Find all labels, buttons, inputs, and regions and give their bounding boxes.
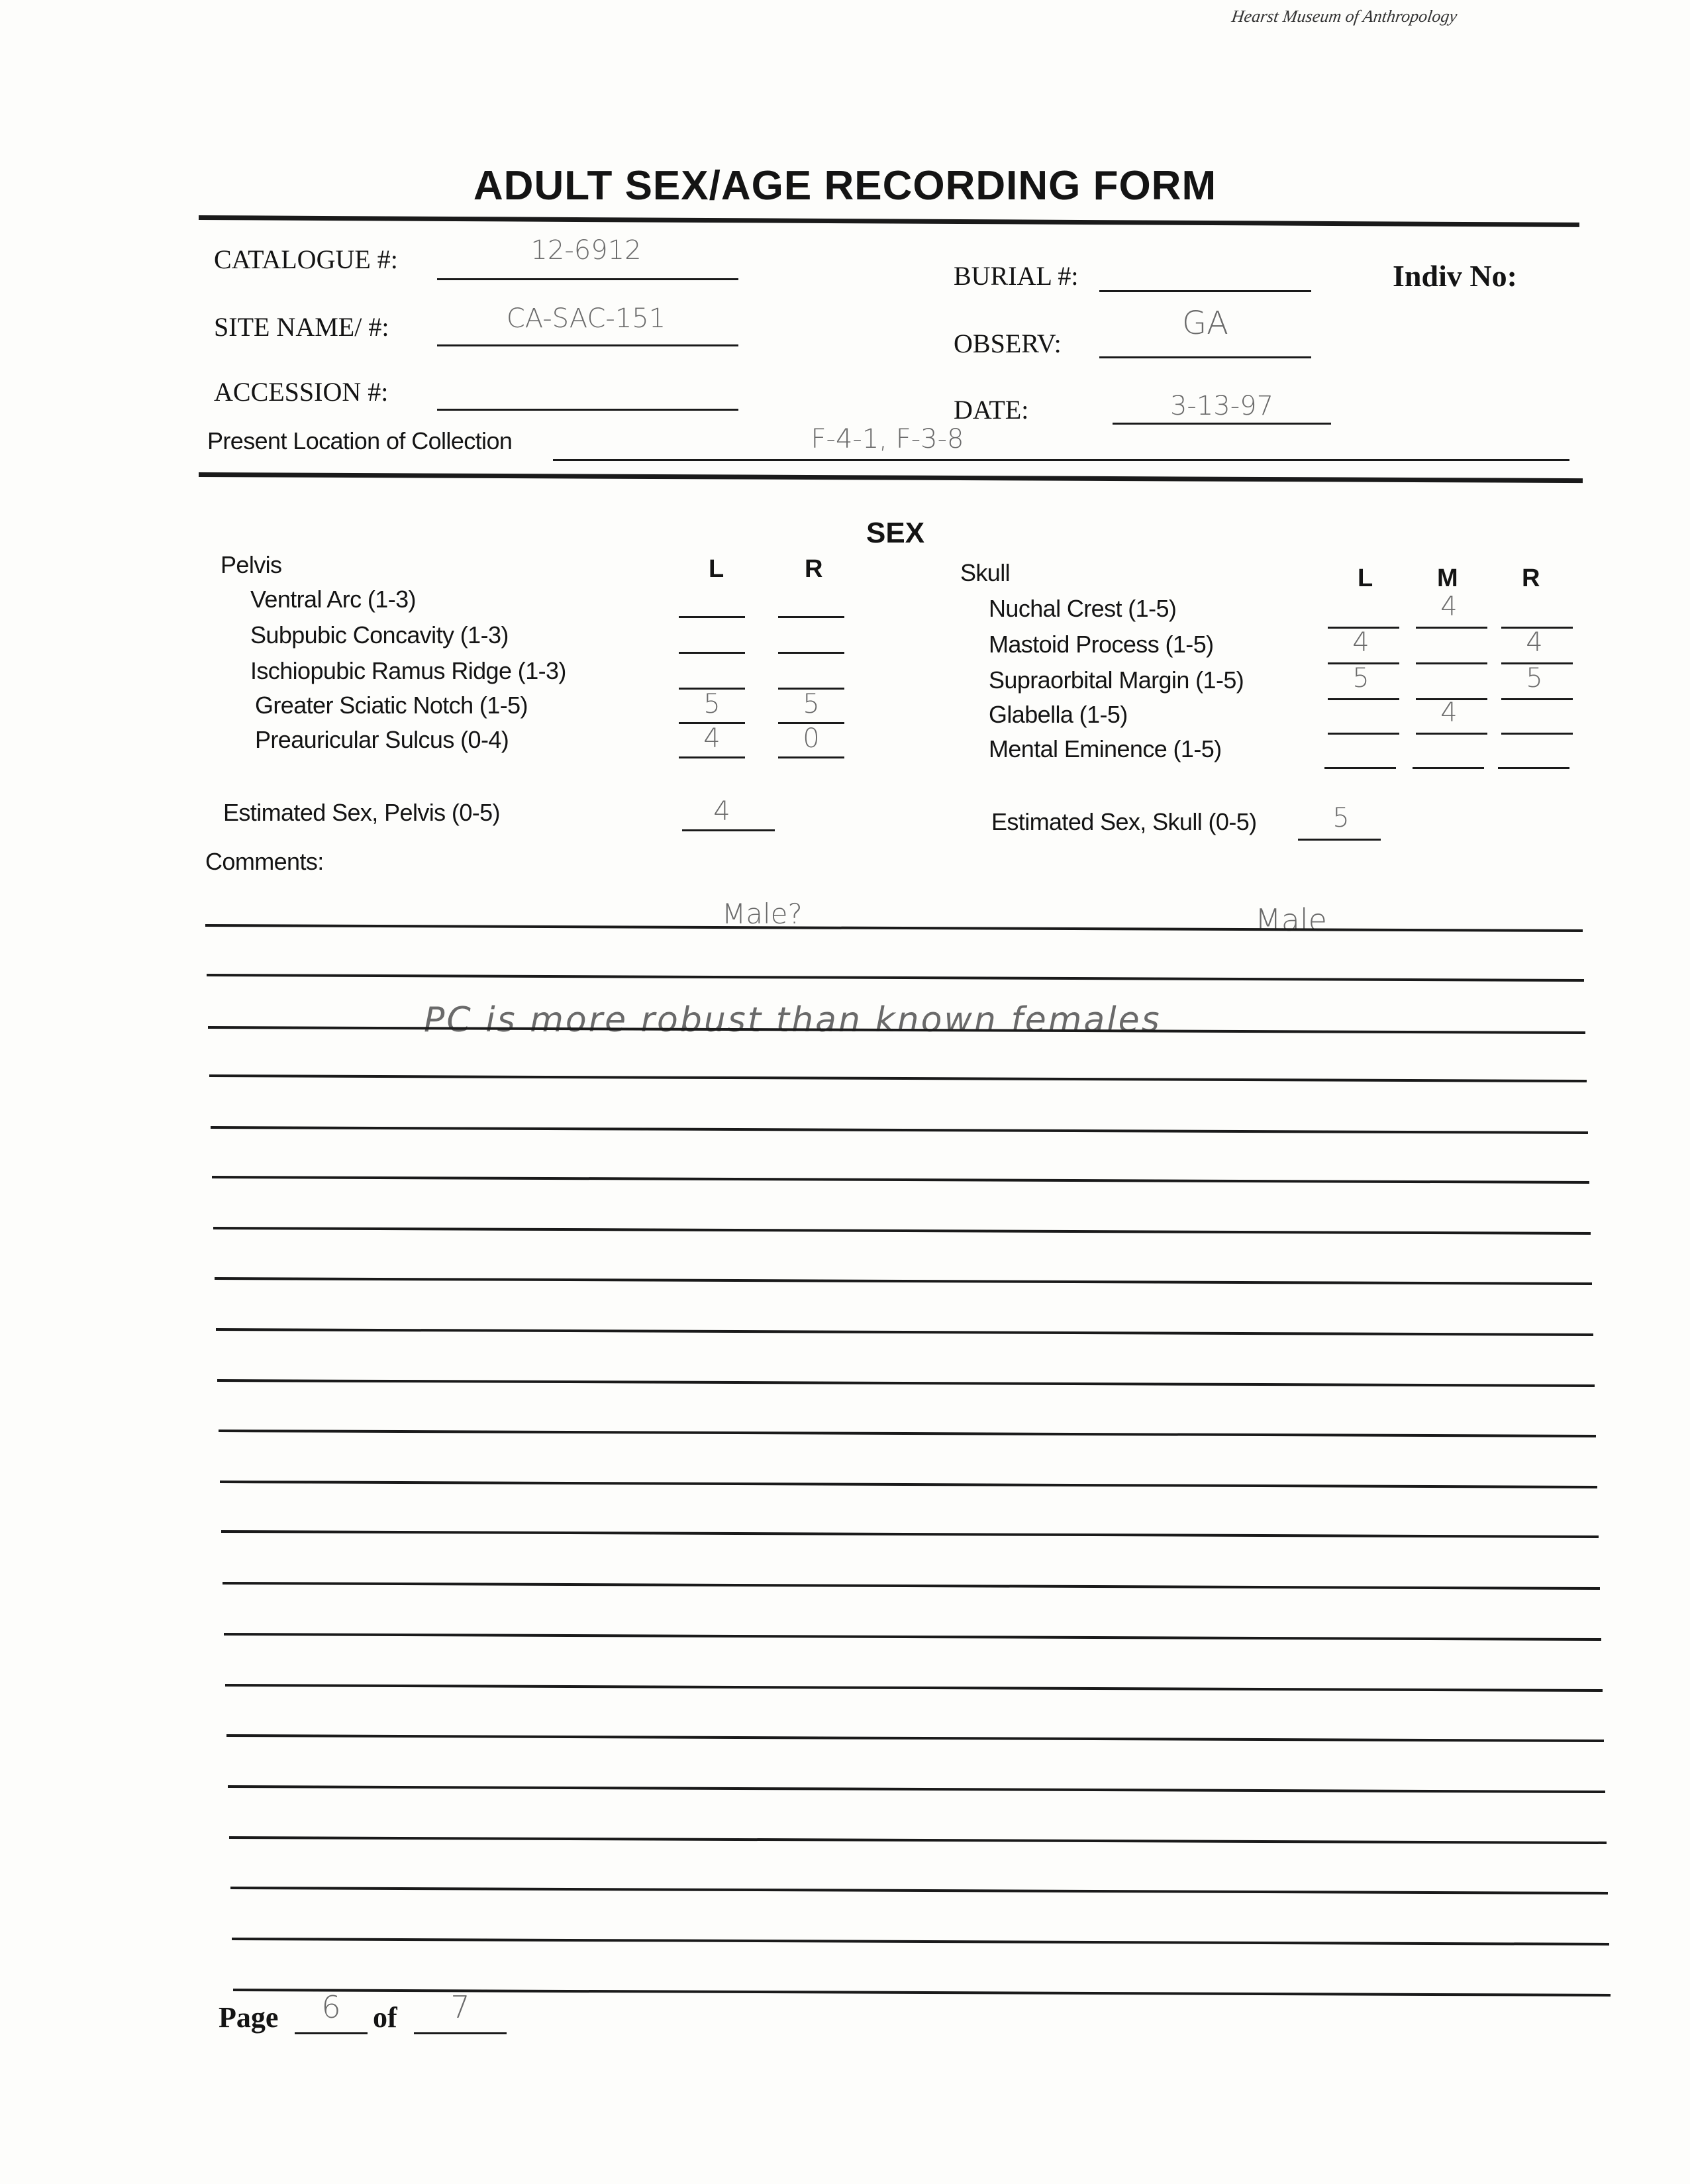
- comment-line: [216, 1328, 1593, 1336]
- of-label: of: [373, 2001, 397, 2034]
- title-rule: [199, 215, 1579, 227]
- pelvis-cell-l[interactable]: 5: [703, 689, 721, 719]
- catalogue-value[interactable]: 12-6912: [530, 235, 642, 266]
- comment-text[interactable]: PC is more robust than known females: [424, 1000, 1162, 1040]
- page-number[interactable]: 6: [321, 1989, 341, 2025]
- skull-blank-m: [1413, 767, 1484, 769]
- comment-line: [213, 1227, 1591, 1235]
- site-underline: [437, 344, 738, 346]
- skull-cell-r[interactable]: 4: [1526, 627, 1543, 658]
- skull-blank-l: [1328, 733, 1399, 735]
- location-underline: [553, 459, 1569, 461]
- pelvis-row-label: Preauricular Sulcus (0-4): [255, 726, 509, 753]
- skull-cell-l[interactable]: 4: [1352, 627, 1369, 658]
- pelvis-blank-l: [679, 652, 745, 654]
- comment-line: [232, 1938, 1609, 1946]
- skull-col-r: R: [1522, 564, 1540, 592]
- skull-cell-m[interactable]: 4: [1440, 698, 1458, 728]
- pelvis-col-r: R: [805, 555, 823, 583]
- skull-col-l: L: [1358, 564, 1373, 592]
- pelvis-cell-r[interactable]: 0: [803, 723, 820, 754]
- catalogue-underline: [437, 278, 738, 280]
- comment-line: [220, 1481, 1597, 1488]
- pelvis-cell-l[interactable]: 4: [703, 723, 721, 754]
- skull-blank-l: [1324, 767, 1396, 769]
- comment-pelvis-note[interactable]: Male?: [722, 898, 803, 930]
- skull-estimate-label: Estimated Sex, Skull (0-5): [991, 808, 1257, 835]
- comment-line: [209, 1074, 1587, 1082]
- skull-cell-r[interactable]: 5: [1526, 663, 1543, 694]
- comment-line: [224, 1633, 1601, 1641]
- comment-line: [226, 1734, 1604, 1742]
- sex-heading: SEX: [866, 517, 925, 549]
- pelvis-blank-r: [778, 756, 844, 758]
- date-label: DATE:: [954, 395, 1029, 425]
- comment-line: [223, 1582, 1600, 1590]
- comment-line: [230, 1887, 1608, 1895]
- form-title: ADULT SEX/AGE RECORDING FORM: [473, 163, 1217, 209]
- skull-row-label: Glabella (1-5): [989, 701, 1128, 728]
- skull-estimate-value[interactable]: 5: [1332, 803, 1350, 833]
- pelvis-estimate-value[interactable]: 4: [713, 796, 730, 827]
- location-value[interactable]: F-4-1, F-3-8: [811, 424, 964, 454]
- pelvis-col-l: L: [709, 555, 724, 583]
- burial-label: BURIAL #:: [954, 261, 1079, 291]
- page-total-underline: [414, 2032, 507, 2034]
- page-number-underline: [295, 2032, 368, 2034]
- skull-cell-m[interactable]: 4: [1440, 592, 1458, 622]
- skull-row-label: Mental Eminence (1-5): [989, 735, 1222, 762]
- pelvis-blank-l: [679, 616, 745, 618]
- comment-line: [221, 1530, 1599, 1538]
- skull-blank-r: [1498, 767, 1569, 769]
- comment-line: [207, 974, 1584, 982]
- pelvis-blank-r: [778, 616, 844, 618]
- pelvis-row-label: Subpubic Concavity (1-3): [250, 621, 509, 649]
- pelvis-row-label: Ventral Arc (1-3): [250, 586, 416, 613]
- indiv-label: Indiv No:: [1393, 259, 1517, 293]
- site-label: SITE NAME/ #:: [214, 312, 389, 342]
- observ-underline: [1099, 356, 1311, 358]
- date-value[interactable]: 3-13-97: [1169, 391, 1274, 421]
- burial-underline: [1099, 290, 1311, 292]
- skull-blank-m: [1416, 627, 1487, 629]
- skull-row-label: Mastoid Process (1-5): [989, 631, 1214, 658]
- pelvis-cell-r[interactable]: 5: [803, 689, 820, 719]
- pelvis-heading: Pelvis: [221, 551, 282, 578]
- comment-line: [225, 1684, 1603, 1692]
- comment-line: [215, 1277, 1592, 1285]
- museum-header: Hearst Museum of Anthropology: [1230, 7, 1459, 26]
- comments-label: Comments:: [205, 848, 324, 875]
- comment-line: [219, 1430, 1596, 1437]
- comment-line: [229, 1836, 1607, 1844]
- pelvis-estimate-underline: [682, 829, 775, 831]
- skull-cell-l[interactable]: 5: [1352, 663, 1369, 694]
- skull-blank-r: [1501, 698, 1573, 700]
- date-underline: [1113, 423, 1331, 425]
- page-total[interactable]: 7: [450, 1989, 470, 2025]
- comment-skull-note[interactable]: Male: [1255, 902, 1327, 938]
- skull-blank-r: [1501, 733, 1573, 735]
- skull-blank-l: [1328, 698, 1399, 700]
- pelvis-blank-r: [778, 652, 844, 654]
- header-bottom-rule: [199, 472, 1583, 483]
- comment-line: [205, 924, 1583, 932]
- site-value[interactable]: CA-SAC-151: [506, 303, 666, 334]
- skull-row-label: Nuchal Crest (1-5): [989, 595, 1177, 622]
- skull-estimate-underline: [1298, 839, 1381, 841]
- comment-line: [212, 1176, 1589, 1184]
- pelvis-blank-l: [679, 756, 745, 758]
- comment-line: [217, 1379, 1595, 1387]
- skull-col-m: M: [1437, 564, 1458, 592]
- catalogue-label: CATALOGUE #:: [214, 244, 398, 274]
- skull-heading: Skull: [960, 559, 1011, 586]
- pelvis-row-label: Ischiopubic Ramus Ridge (1-3): [250, 657, 566, 684]
- skull-blank-m: [1416, 733, 1487, 735]
- skull-blank-m: [1416, 662, 1487, 664]
- accession-label: ACCESSION #:: [214, 377, 389, 407]
- accession-underline: [437, 409, 738, 411]
- pelvis-row-label: Greater Sciatic Notch (1-5): [255, 692, 528, 719]
- comment-line: [228, 1785, 1605, 1793]
- observ-value[interactable]: GA: [1181, 305, 1229, 342]
- comment-line: [211, 1126, 1588, 1134]
- observ-label: OBSERV:: [954, 329, 1062, 358]
- location-label: Present Location of Collection: [207, 427, 513, 454]
- skull-row-label: Supraorbital Margin (1-5): [989, 666, 1244, 694]
- page-label: Page: [219, 2001, 279, 2034]
- pelvis-estimate-label: Estimated Sex, Pelvis (0-5): [223, 799, 500, 826]
